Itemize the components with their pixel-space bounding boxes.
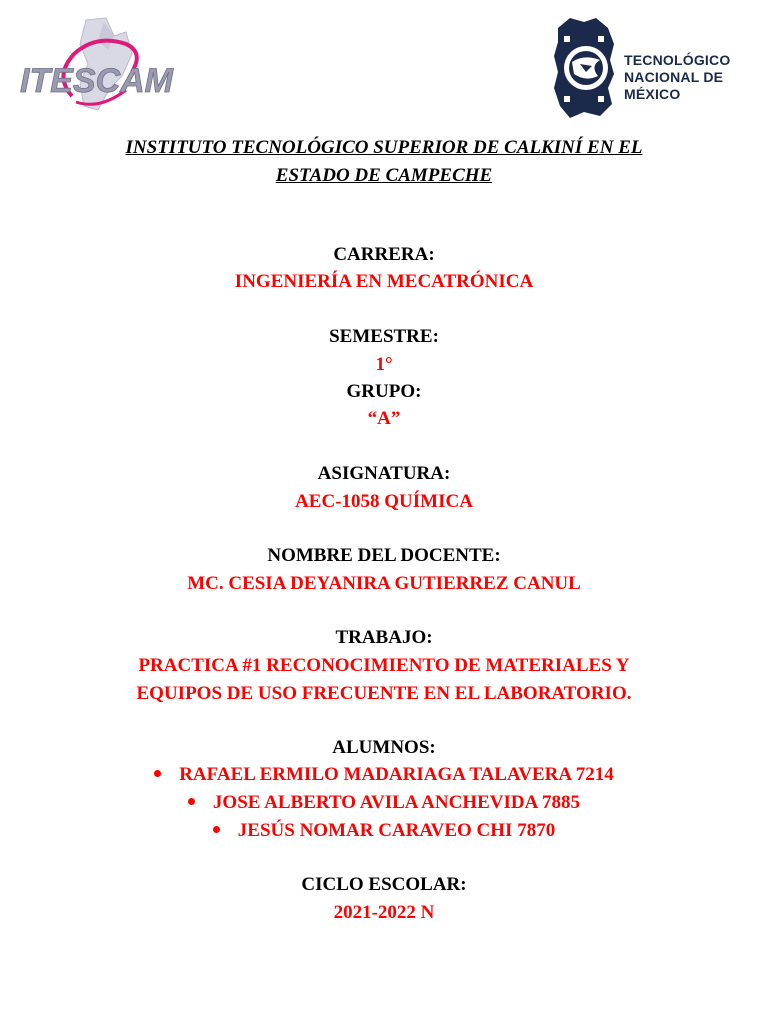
alumno-name: JESÚS NOMAR CARAVEO CHI 7870	[237, 820, 556, 841]
itescam-logo-text: ITESCAM	[20, 62, 173, 100]
institution-title-line1: INSTITUTO TECNOLÓGICO SUPERIOR DE CALKINÍ EN EL	[125, 137, 643, 158]
bullet-icon	[154, 770, 161, 777]
semestre-label: SEMESTRE:	[329, 326, 439, 347]
list-item	[0, 761, 768, 789]
tecnm-logo-line2: NACIONAL DE MÉXICO	[624, 69, 724, 102]
trabajo-value-line2: EQUIPOS DE USO FRECUENTE EN EL LABORATORIO.	[136, 683, 632, 704]
trabajo-label: TRABAJO:	[335, 627, 433, 648]
grupo-value: “A”	[367, 408, 401, 429]
trabajo-value-line1: PRACTICA #1 RECONOCIMIENTO DE MATERIALES Y	[138, 655, 630, 676]
institution-title	[0, 134, 768, 190]
carrera-label: CARRERA:	[333, 244, 435, 265]
ciclo-value: 2021-2022 N	[333, 902, 435, 923]
asignatura-label: ASIGNATURA:	[317, 463, 451, 484]
list-item	[0, 817, 768, 845]
alumno-name: RAFAEL ERMILO MADARIAGA TALAVERA 7214	[179, 764, 614, 785]
institution-title-line2: ESTADO DE CAMPECHE	[275, 165, 493, 186]
itescam-logo	[14, 14, 174, 114]
tecnm-logo-text	[624, 52, 765, 103]
docente-value: MC. CESIA DEYANIRA GUTIERREZ CANUL	[187, 573, 581, 594]
bullet-icon	[213, 826, 220, 833]
tecnm-logo-line1: TECNOLÓGICO	[624, 52, 731, 68]
asignatura-value: AEC-1058 QUÍMICA	[295, 491, 473, 512]
alumnos-list	[0, 761, 768, 845]
alumno-name: JOSE ALBERTO AVILA ANCHEVIDA 7885	[212, 792, 581, 813]
list-item	[0, 789, 768, 817]
semestre-value: 1°	[375, 354, 393, 375]
alumnos-label: ALUMNOS:	[332, 737, 436, 758]
bullet-icon	[188, 798, 195, 805]
carrera-value: INGENIERÍA EN MECATRÓNICA	[234, 271, 534, 292]
docente-label: NOMBRE DEL DOCENTE:	[267, 545, 501, 566]
itescam-logo-graphic	[14, 14, 174, 114]
grupo-label: GRUPO:	[346, 381, 422, 402]
tecnm-emblem-icon	[550, 16, 618, 120]
tecnm-logo	[550, 16, 765, 120]
ciclo-label: CICLO ESCOLAR:	[301, 874, 467, 895]
